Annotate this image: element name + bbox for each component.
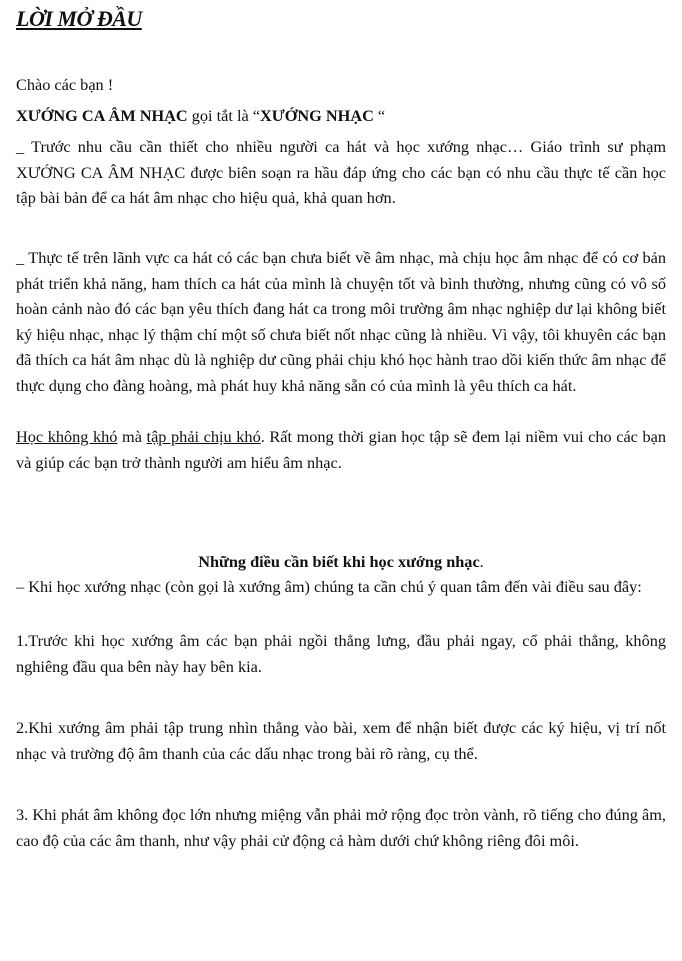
paragraph-2: _ Thực tế trên lãnh vực ca hát có các bạn chưa biết về âm nhạc, mà chịu học âm nhạc để có cơ bản phát triển khả năng, ham thích ca hát của mình là chuyện tốt và bình thường, nhưng cũng có vô số hoàn cảnh nào đó các bạn yêu thích đang hát ca trong môi trường âm nhạc nghiệp dư lại không biết ký hiệu nhạc, nhạc lý thậm chí một số chưa biết nốt nhạc cũng là nhiều. Vì vậy, tôi khuyên các bạn đã thích ca hát âm nhạc dù là nghiệp dư cũng phải chịu khó học hành trao dồi kiến thức âm nhạc để thực dụng cho đàng hoàng, mà phát huy khả năng sẵn có của mình là yêu thích ca hát. (16, 248, 666, 395)
section-heading-period: . (479, 552, 484, 571)
paragraph-3-mid: mà (117, 427, 147, 446)
section-heading (0, 549, 682, 575)
paragraph-3-rest: . Rất mong thời gian học tập sẽ đem lại niềm vui cho các bạn và giúp các bạn trở thành người am hiểu âm nhạc. (16, 427, 667, 472)
intro-line (16, 103, 666, 129)
paragraph-3 (16, 424, 666, 475)
page-title: LỜI MỞ ĐẦU (16, 6, 142, 31)
section-lead: – Khi học xướng nhạc (còn gọi là xướng âm) chúng ta cần chú ý quan tâm đến vài điều sau đây: (16, 577, 642, 596)
list-item-2: 2.Khi xướng âm phải tập trung nhìn thẳng vào bài, xem để nhận biết được các ký hiệu, vị trí nốt nhạc và trường độ âm thanh của các dấu nhạc trong bài rõ ràng, cụ thể. (16, 718, 666, 763)
underlined-phrase-2: tập phải chịu khó (146, 427, 261, 446)
intro-middle: gọi tắt là “ (187, 106, 261, 125)
list-item-3: 3. Khi phát âm không đọc lớn nhưng miệng vẫn phải mở rộng đọc tròn vành, rõ tiếng cho đúng âm, cao độ của các âm thanh, như vậy phải cử động cả hàm dưới chứ không riêng đôi môi. (16, 805, 666, 850)
intro-short-name: XƯỚNG NHẠC (260, 106, 374, 125)
greeting: Chào các bạn ! (16, 75, 114, 94)
paragraph-1: _ Trước nhu cầu cần thiết cho nhiều người ca hát và học xướng nhạc… Giáo trình sư phạm XƯỚNG CA ÂM NHẠC được biên soạn ra hầu đáp ứng cho các bạn có nhu cầu thực tế cần học tập bài bản để ca hát âm nhạc cho hiệu quả, khả quan hơn. (16, 137, 666, 207)
intro-term: XƯỚNG CA ÂM NHẠC (16, 106, 188, 125)
section-heading-text: Những điều cần biết khi học xướng nhạc (198, 552, 480, 571)
intro-end: “ (373, 106, 386, 125)
list-item-1: 1.Trước khi học xướng âm các bạn phải ngồi thẳng lưng, đầu phải ngay, cổ phải thẳng, không nghiêng đầu qua bên này hay bên kia. (16, 631, 666, 676)
underlined-phrase-1: Học không khó (16, 427, 118, 446)
